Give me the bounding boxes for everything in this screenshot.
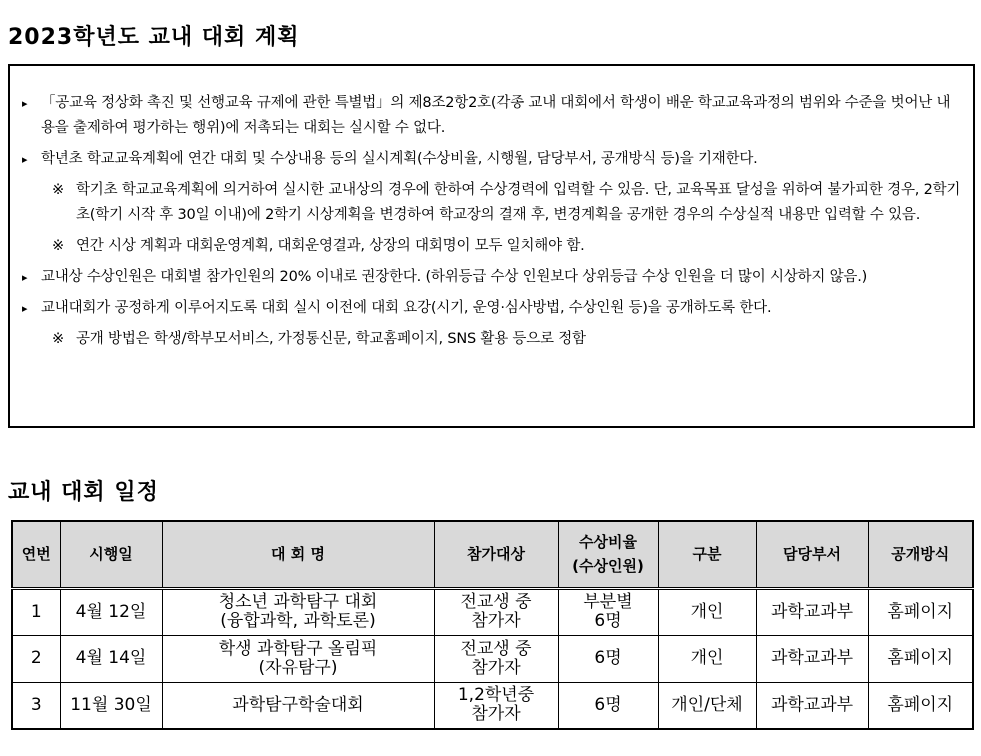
reference-mark-icon: ※: [52, 331, 64, 347]
notice-text: 학년초 학교교육계획에 연간 대회 및 수상내용 등의 실시계획(수상비율, 시행월, 담당부서, 공개방식 등)을 기재한다.: [41, 151, 758, 167]
notice-item: [22, 265, 963, 290]
header-type: 구분: [658, 521, 756, 588]
cell-type: 개인/단체: [658, 682, 756, 729]
notice-item: [22, 147, 963, 172]
notice-note: [22, 234, 963, 259]
header-dept: 담당부서: [756, 521, 868, 588]
notice-item: [22, 296, 963, 321]
schedule-table: [11, 520, 974, 730]
notice-item: [22, 91, 963, 141]
cell-ratio: 부분별 6명: [558, 588, 658, 635]
header-target: 참가대상: [434, 521, 558, 588]
page-title: 2023학년도 교내 대회 계획: [8, 25, 300, 50]
bullet-icon: ▸: [22, 302, 28, 315]
cell-no: 1: [12, 588, 60, 635]
cell-publish: 홈페이지: [868, 682, 973, 729]
notice-text: 교내대회가 공정하게 이루어지도록 대회 실시 이전에 대회 요강(시기, 운영·심사방법, 수상인원 등)을 공개하도록 한다.: [41, 300, 772, 316]
notice-text: 연간 시상 계획과 대회운영계획, 대회운영결과, 상장의 대회명이 모두 일치해야 함.: [76, 238, 585, 254]
header-ratio: 수상비율 (수상인원): [558, 521, 658, 588]
table-row: [12, 588, 973, 635]
cell-publish: 홈페이지: [868, 635, 973, 682]
cell-dept: 과학교과부: [756, 635, 868, 682]
cell-type: 개인: [658, 635, 756, 682]
notice-note: [22, 327, 963, 352]
cell-no: 3: [12, 682, 60, 729]
cell-date: 4월 12일: [60, 588, 162, 635]
cell-dept: 과학교과부: [756, 588, 868, 635]
cell-date: 4월 14일: [60, 635, 162, 682]
header-publish: 공개방식: [868, 521, 973, 588]
notice-text: 「공교육 정상화 촉진 및 선행교육 규제에 관한 특별법」의 제8조2항2호(각종 교내 대회에서 학생이 배운 학교교육과정의 범위와 수준을 벗어난 내용을 출제하여 평가하는 행위)에 저촉되는 대회는 실시할 수 없다.: [41, 95, 951, 136]
cell-no: 2: [12, 635, 60, 682]
table-row: [12, 635, 973, 682]
reference-mark-icon: ※: [52, 182, 64, 198]
cell-dept: 과학교과부: [756, 682, 868, 729]
notice-box: [8, 64, 975, 428]
notice-note: [22, 178, 963, 228]
notice-text: 공개 방법은 학생/학부모서비스, 가정통신문, 학교홈페이지, SNS 활용 등으로 정함: [76, 331, 586, 347]
cell-date: 11월 30일: [60, 682, 162, 729]
bullet-icon: ▸: [22, 153, 28, 166]
notice-text: 학기초 학교교육계획에 의거하여 실시한 교내상의 경우에 한하여 수상경력에 입력할 수 있음. 단, 교육목표 달성을 위하여 불가피한 경우, 2학기 초(학기 시작 후 30일 이내)에 2학기 시상계획을 변경하여 학교장의 결재 후, 변경계획을 공개한 경우의 수상실적 내용만 입력할 수 있음.: [76, 182, 961, 223]
cell-name: 학생 과학탐구 올림픽 (자유탐구): [162, 635, 434, 682]
cell-publish: 홈페이지: [868, 588, 973, 635]
header-date: 시행일: [60, 521, 162, 588]
table-row: [12, 682, 973, 729]
cell-target: 1,2학년중 참가자: [434, 682, 558, 729]
reference-mark-icon: ※: [52, 238, 64, 254]
section-title: 교내 대회 일정: [8, 480, 159, 505]
table-header-row: [12, 521, 973, 588]
notice-text: 교내상 수상인원은 대회별 참가인원의 20% 이내로 권장한다. (하위등급 수상 인원보다 상위등급 수상 인원을 더 많이 시상하지 않음.): [41, 269, 868, 285]
cell-type: 개인: [658, 588, 756, 635]
bullet-icon: ▸: [22, 271, 28, 284]
header-name: 대 회 명: [162, 521, 434, 588]
header-no: 연번: [12, 521, 60, 588]
bullet-icon: ▸: [22, 97, 28, 110]
cell-target: 전교생 중 참가자: [434, 588, 558, 635]
cell-name: 청소년 과학탐구 대회 (융합과학, 과학토론): [162, 588, 434, 635]
cell-ratio: 6명: [558, 635, 658, 682]
cell-name: 과학탐구학술대회: [162, 682, 434, 729]
cell-ratio: 6명: [558, 682, 658, 729]
cell-target: 전교생 중 참가자: [434, 635, 558, 682]
